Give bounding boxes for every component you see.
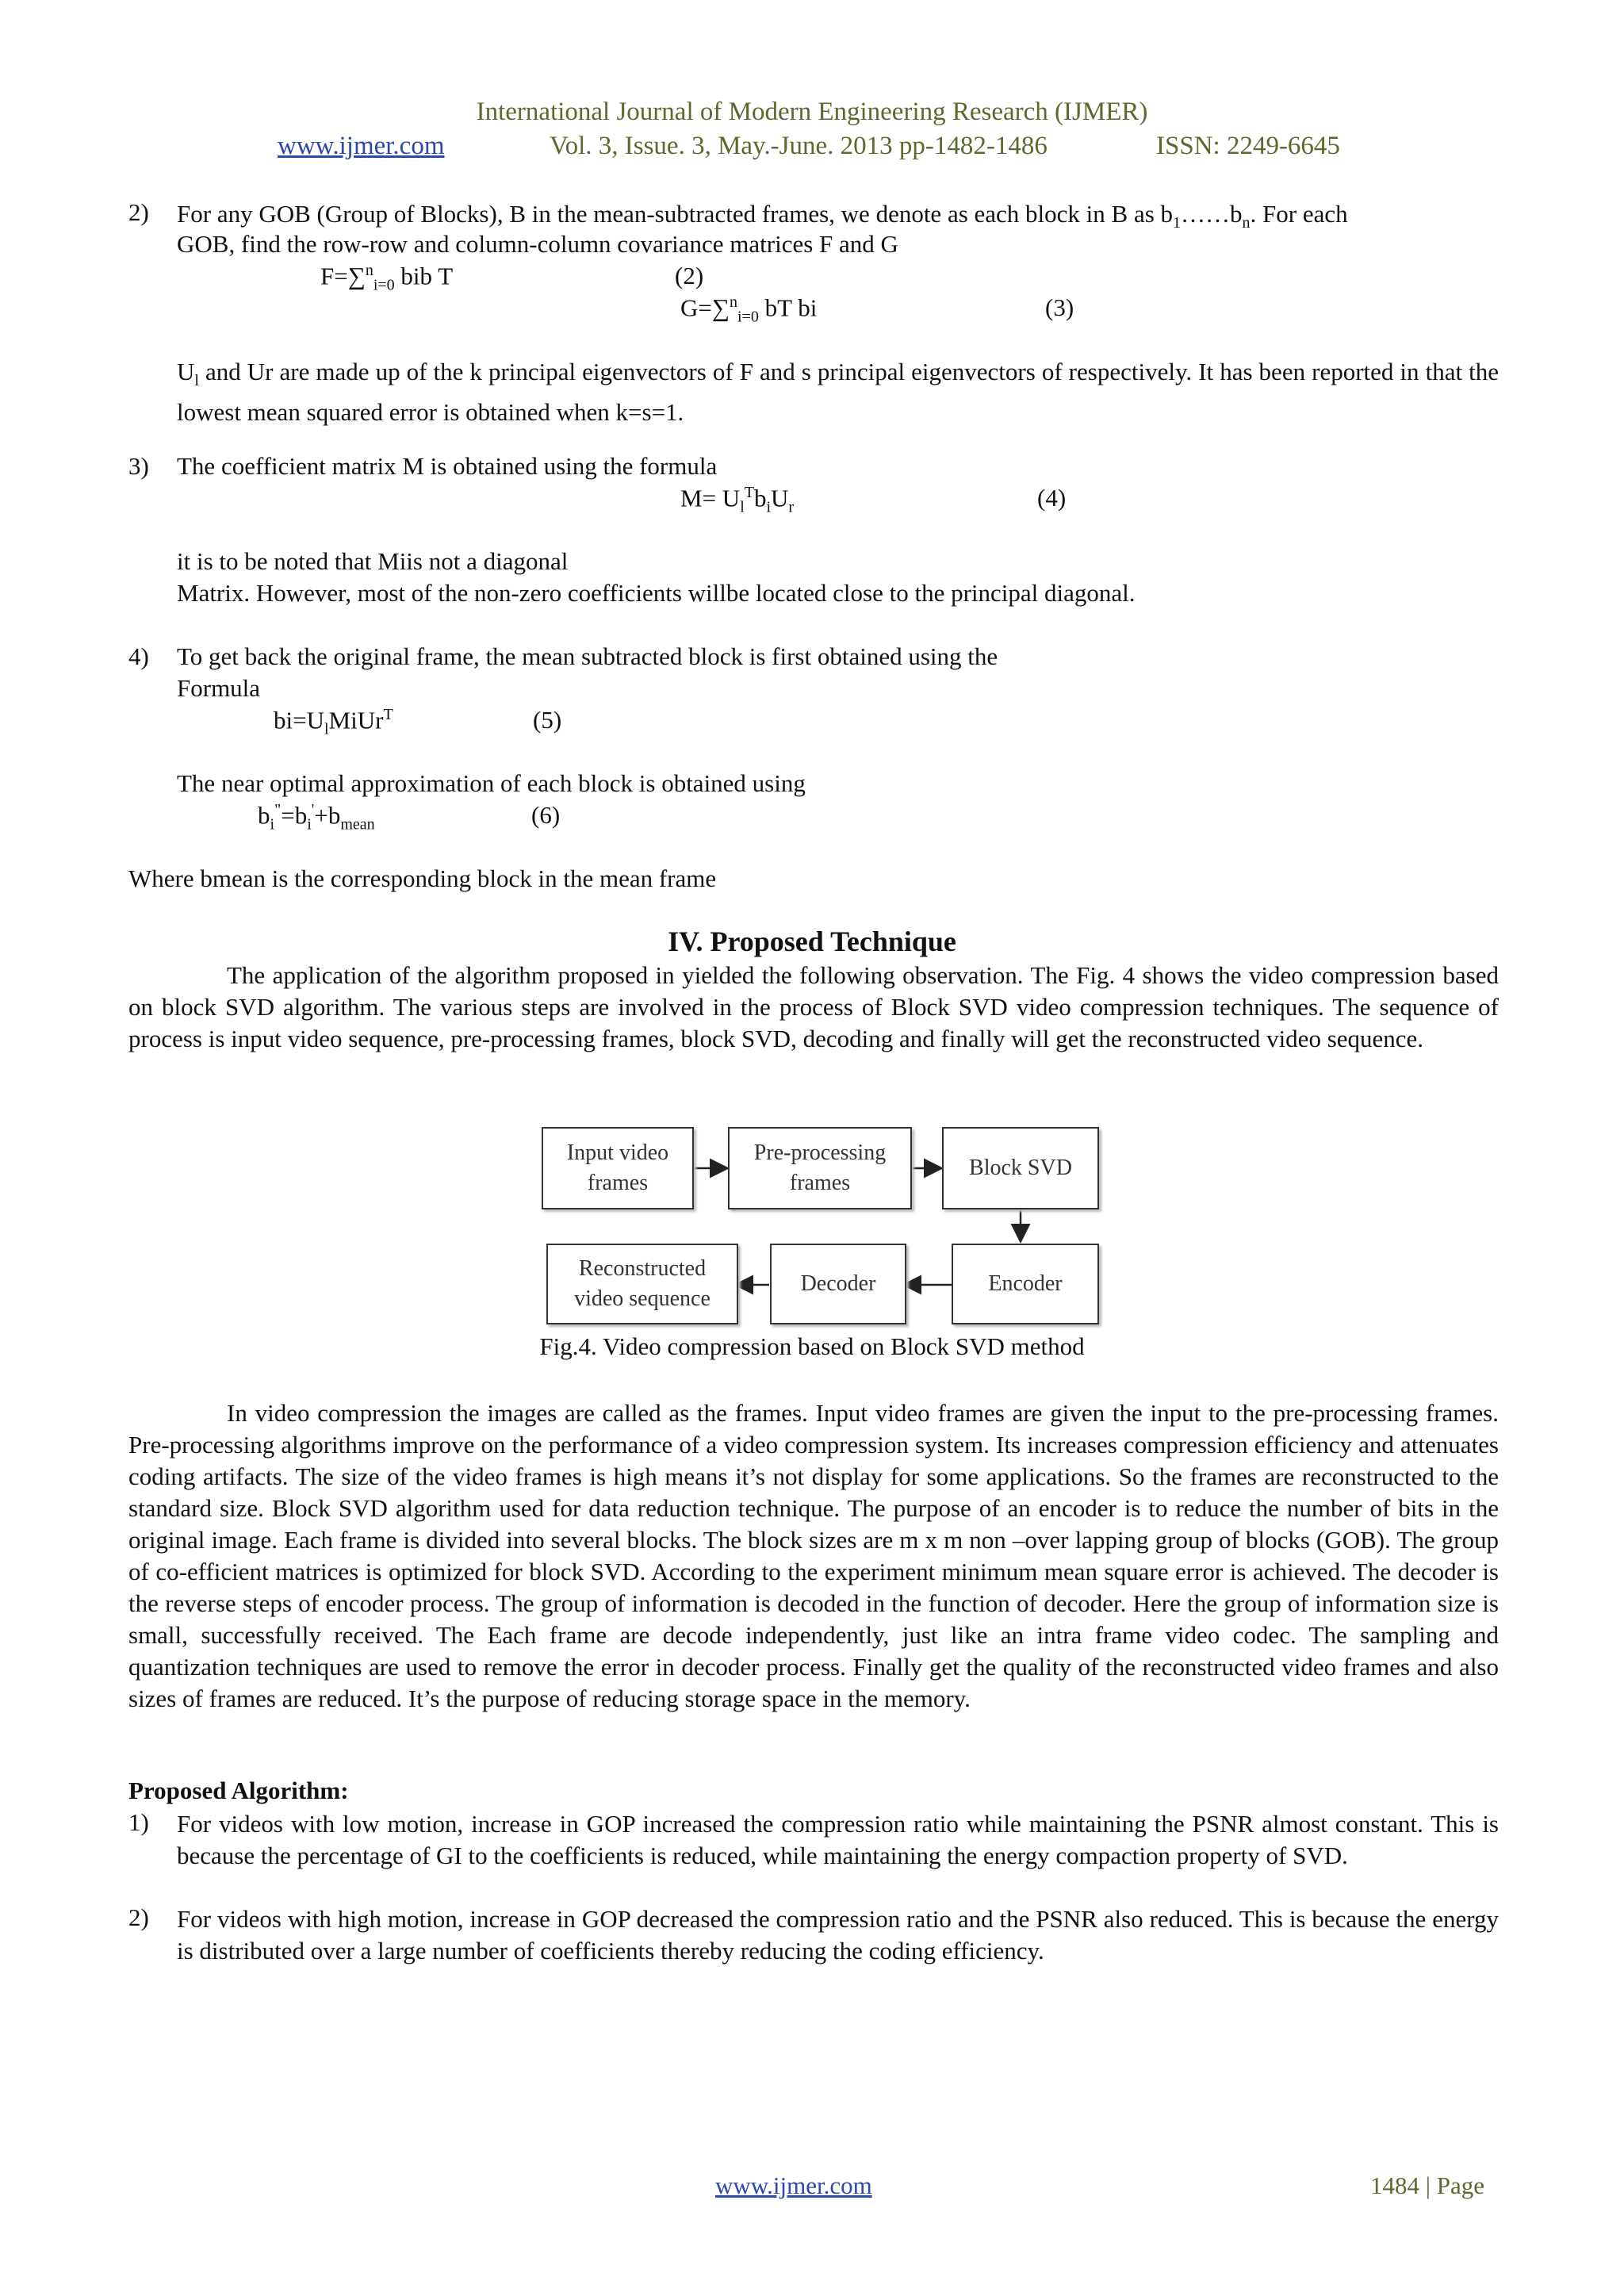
- equation-bi-number: (5): [533, 706, 562, 734]
- box-block-svd: Block SVD: [942, 1127, 1099, 1209]
- footer-site-link[interactable]: www.ijmer.com: [715, 2171, 872, 2199]
- step2-number: 2): [128, 198, 149, 226]
- equation-G: G=∑$^n_{i=0}$ bT bi: [680, 293, 818, 326]
- step4-line1: To get back the original frame, the mean subtracted block is first obtained using the: [177, 642, 998, 670]
- step3-note2: Matrix. However, most of the non-zero coefficients willbe located close to the principal diagonal.: [177, 579, 1136, 607]
- journal-title: International Journal of Modern Engineering Research (IJMER): [476, 98, 1148, 126]
- step3-number: 3): [128, 452, 149, 480]
- where-line: Where bmean is the corresponding block in the mean frame: [128, 864, 717, 892]
- algorithm-item-1-number: 1): [128, 1808, 149, 1836]
- equation-bi: $bi=U_lMiUr^T$: [274, 706, 393, 738]
- header-volume: Vol. 3, Issue. 3, May.-June. 2013 pp-1482-1486: [550, 132, 1048, 160]
- step2-text: For any GOB (Group of Blocks), B in the mean-subtracted frames, we denote as each block in B as $b_1\dots\dots b_n$. For each: [177, 200, 1348, 232]
- algorithm-item-2: For videos with high motion, increase in GOP decreased the compression ratio and the PSNR also reduced. This is because the energy is distributed over a large number of coefficients thereby reducing the coding efficiency.: [177, 1905, 1499, 1964]
- equation-M: $M= U_l^Tb_iU_r$: [680, 484, 795, 516]
- equation-M-number: (4): [1037, 484, 1067, 512]
- box-preprocessing-frames: Pre-processing frames: [728, 1127, 912, 1209]
- box-decoder: Decoder: [770, 1244, 906, 1324]
- algorithm-item-2-number: 2): [128, 1903, 149, 1931]
- step3-line1: The coefficient matrix M is obtained using the formula: [177, 452, 718, 480]
- step2-paragraph: $U_l$ and Ur are made up of the k principal eigenvectors of F and s principal eigenvectors of respectively. It has been reported in that the lowest mean squared error is obtained when k=s=1.: [177, 358, 1499, 427]
- equation-F-number: (2): [675, 262, 704, 289]
- equation-approx-number: (6): [531, 801, 561, 829]
- step4-line3: The near optimal approximation of each block is obtained using: [177, 769, 806, 797]
- section-paragraph: The application of the algorithm proposed in yielded the following observation. The Fig. 4 shows the video compression based on block SVD algorithm. The various steps are involved in the process of Block SVD video compression techniques. The sequence of process is input video sequence, pre-processing frames, block SVD, decoding and finally will get the reconstructed video sequence.: [128, 961, 1499, 1052]
- section-heading: IV. Proposed Technique: [668, 926, 956, 957]
- box-reconstructed-video: Reconstructed video sequence: [546, 1244, 738, 1324]
- header-site-link[interactable]: www.ijmer.com: [278, 132, 445, 160]
- algorithm-item-1: For videos with low motion, increase in GOP increased the compression ratio while maintaining the PSNR almost constant. This is because the percentage of GI to the coefficients is reduced, while maintaining the energy compaction property of SVD.: [177, 1810, 1499, 1869]
- body-paragraph: In video compression the images are called as the frames. Input video frames are given the input to the pre-processing frames. Pre-processing algorithms improve on the performance of a video compression system. Its increases compression efficiency and attenuates coding artifacts. The size of the video frames is high means it’s not display for some applications. So the frames are reconstructed to the standard size. Block SVD algorithm used for data reduction technique. The purpose of an encoder is to reduce the number of bits in the original image. Each frame is divided into several blocks. The block sizes are m x m non –over lapping group of blocks (GOB). The group of co-efficient matrices is optimized for block SVD. According to the experiment minimum mean square error is achieved. The decoder is the reverse steps of encoder process. The group of information is decoded in the function of decoder. Here the group of information size is small, successfully received. The Each frame are decode independently, just like an intra frame video codec. The sampling and quantization techniques are used to remove the error in decoder process. Finally get the quality of the reconstructed video frames and also sizes of frames are reduced. It’s the purpose of reducing storage space in the memory.: [128, 1399, 1499, 1712]
- step2-line2: GOB, find the row-row and column-column covariance matrices F and G: [177, 230, 898, 258]
- box-input-video-frames: Input video frames: [542, 1127, 694, 1209]
- box-encoder: Encoder: [952, 1244, 1099, 1324]
- algorithm-heading: Proposed Algorithm:: [128, 1777, 349, 1804]
- figure-caption: Fig.4. Video compression based on Block SVD method: [539, 1332, 1085, 1360]
- equation-F: F=∑$^n_{i=0}$ bib T: [320, 262, 454, 294]
- step3-note1: it is to be noted that Miis not a diagonal: [177, 547, 569, 575]
- step4-number: 4): [128, 642, 149, 670]
- step4-line2: Formula: [177, 674, 261, 702]
- header-issn: ISSN: 2249-6645: [1156, 132, 1340, 160]
- equation-G-number: (3): [1045, 293, 1074, 321]
- equation-approx: $b_i^"=b_i'+b_{mean}$: [258, 801, 375, 834]
- footer-page-number: 1484 | Page: [1370, 2171, 1484, 2199]
